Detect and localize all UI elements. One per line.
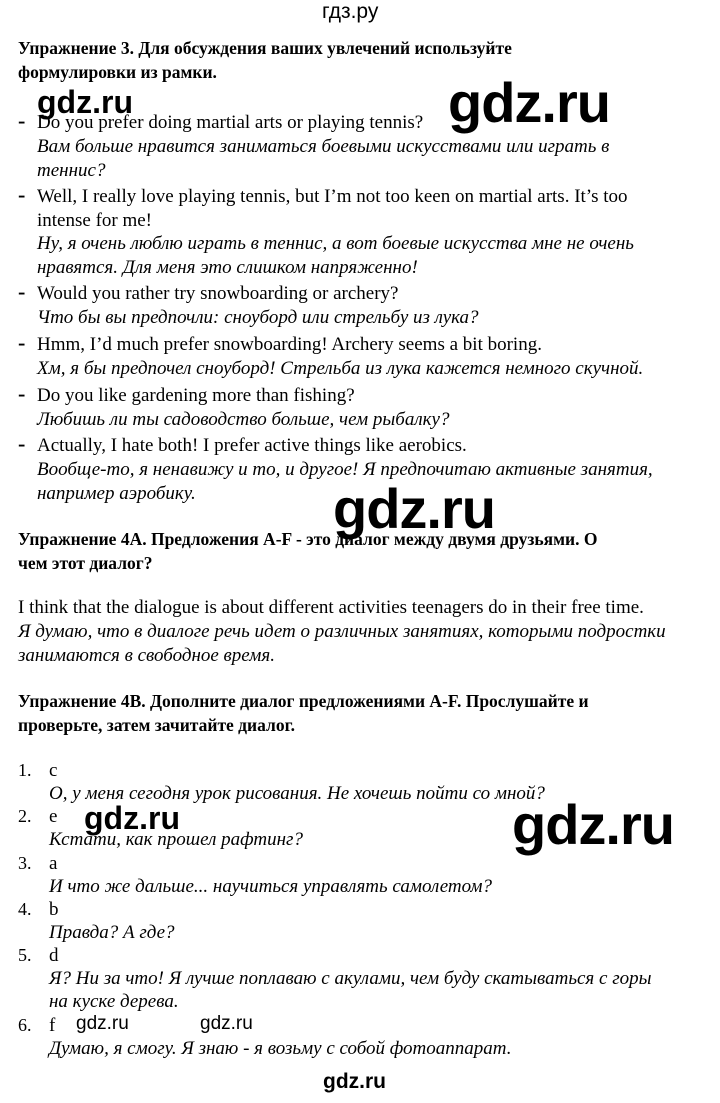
answer-letter: a [49,853,58,874]
ex3-item-4-en: Hmm, I’d much prefer snowboarding! Archery seems a bit boring. [37,334,542,355]
watermark: gdz.ru [333,477,495,540]
ex3-item-3-en: Would you rather try snowboarding or archery? [37,283,399,304]
ex3-item-2-en-2: intense for me! [37,210,153,231]
ex3-item-6-ru-1: Вообще-то, я ненавижу и то, и другое! Я предпочитаю активные занятия, [37,459,653,480]
ex3-item-6-en: Actually, I hate both! I prefer active things like aerobics. [37,435,467,456]
ex3-item-5-en: Do you like gardening more than fishing? [37,385,355,406]
dash-marker: - [18,182,26,207]
item-number: 3. [18,853,32,873]
ex3-item-2-ru-1: Ну, я очень люблю играть в теннис, а вот боевые искусства мне не очень [37,233,634,254]
ex4b-item-2-ru: Кстати, как прошел рафтинг? [49,829,303,850]
item-number: 1. [18,760,32,780]
ex4b-item-4-ru: Правда? А где? [49,922,175,943]
watermark: gdz.ru [76,1013,129,1034]
dash-marker: - [18,431,26,456]
watermark: gdz.ru [200,1013,253,1034]
ex4a-heading-line-2: чем этот диалог? [18,553,153,573]
ex4a-answer-en: I think that the dialogue is about different activities teenagers do in their free time. [18,597,644,618]
item-number: 4. [18,899,32,919]
answer-letter: e [49,806,58,827]
ex3-item-2-ru-2: нравятся. Для меня это слишком напряженно! [37,257,418,278]
answer-letter: f [49,1015,56,1036]
dash-marker: - [18,108,26,133]
watermark: gdz.ru [84,800,180,836]
ex4a-answer-ru-2: занимаются в свободное время. [18,645,275,666]
answer-letter: b [49,899,59,920]
ex4b-item-5-ru-2: на куске дерева. [49,991,179,1012]
ex4a-heading-line-1: Упражнение 4A. Предложения A-F - это диалог между двумя друзьями. О [18,529,598,549]
ex4b-item-5-ru-1: Я? Ни за что! Я лучше поплаваю с акулами, чем буду скатываться с горы [49,968,652,989]
item-number: 2. [18,806,32,826]
dash-marker: - [18,381,26,406]
dash-marker: - [18,279,26,304]
ex4b-heading-line-1: Упражнение 4B. Дополните диалог предложениями A-F. Прослушайте и [18,691,589,711]
ex3-heading-line-2: формулировки из рамки. [18,62,217,82]
ex3-item-2-en-1: Well, I really love playing tennis, but I’m not too keen on martial arts. It’s too [37,186,628,207]
ex4a-answer-ru-1: Я думаю, что в диалоге речь идет о различных занятиях, которыми подростки [18,621,666,642]
item-number: 6. [18,1015,32,1035]
ex3-item-1-en: Do you prefer doing martial arts or playing tennis? [37,112,424,133]
ex3-item-6-ru-2: например аэробику. [37,483,196,504]
watermark: gdz.ru [512,793,674,856]
ex3-item-1-ru-2: теннис? [37,160,106,181]
ex3-item-4-ru: Хм, я бы предпочел сноуборд! Стрельба из лука кажется немного скучной. [37,358,644,379]
answer-letter: c [49,760,58,781]
dash-marker: - [18,330,26,355]
site-header: гдз.ру [322,0,379,23]
watermark: gdz.ru [37,84,133,120]
ex4b-heading-line-2: проверьте, затем зачитайте диалог. [18,715,295,735]
ex4b-item-1-ru: О, у меня сегодня урок рисования. Не хочешь пойти со мной? [49,783,545,804]
site-footer: gdz.ru [323,1070,386,1093]
ex3-item-5-ru: Любишь ли ты садоводство больше, чем рыбалку? [37,409,450,430]
answer-letter: d [49,945,59,966]
ex4b-item-3-ru: И что же дальше... научиться управлять самолетом? [49,876,493,897]
ex3-heading-line-1: Упражнение 3. Для обсуждения ваших увлечений используйте [18,38,512,58]
item-number: 5. [18,945,32,965]
ex4b-item-6-ru: Думаю, я смогу. Я знаю - я возьму с собой фотоаппарат. [49,1038,512,1059]
ex3-item-1-ru-1: Вам больше нравится заниматься боевыми искусствами или играть в [37,136,610,157]
ex3-item-3-ru: Что бы вы предпочли: сноуборд или стрельбу из лука? [37,307,479,328]
watermark: gdz.ru [448,71,610,134]
